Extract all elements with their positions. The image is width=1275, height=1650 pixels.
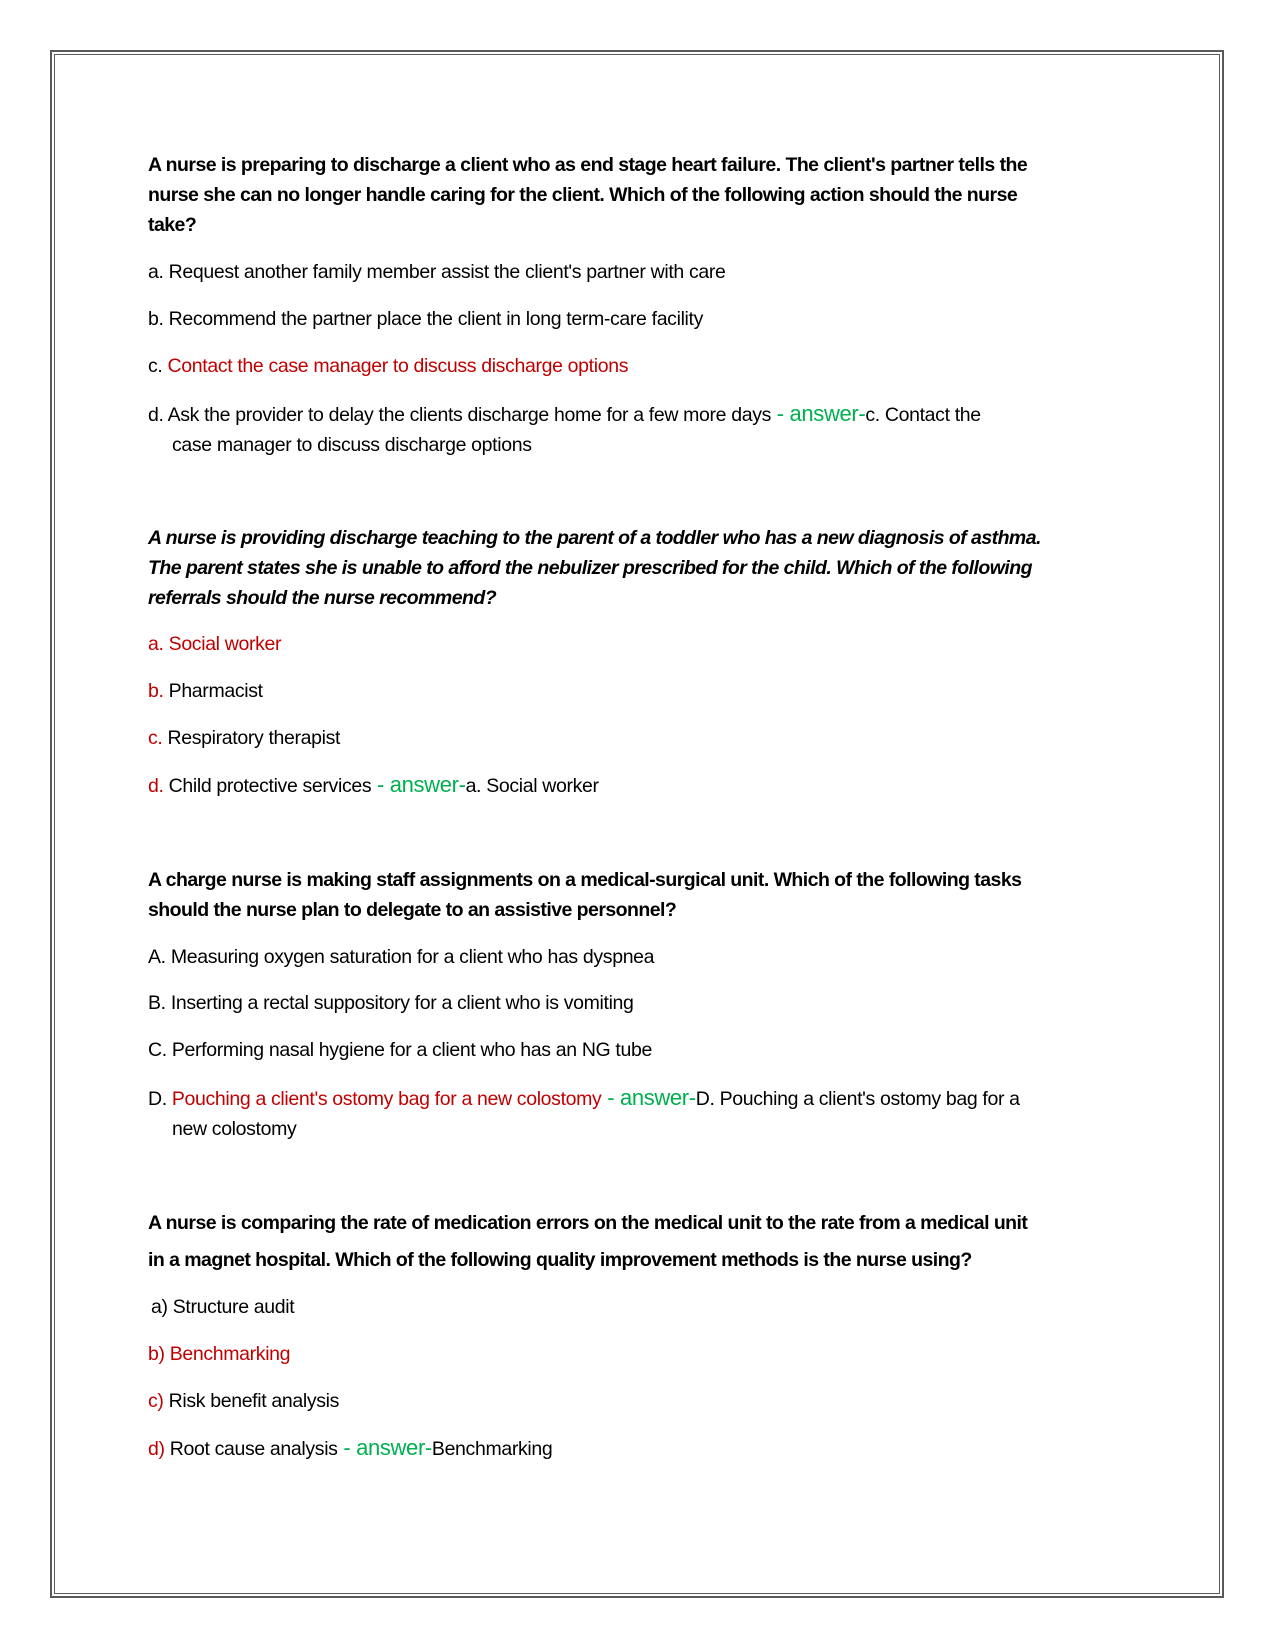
option-label: D. bbox=[148, 1088, 167, 1110]
option-text: Pharmacist bbox=[168, 680, 263, 702]
question-stem-line: take? bbox=[148, 214, 197, 236]
question-stem-line: referrals should the nurse recommend? bbox=[148, 587, 497, 609]
option-c bbox=[148, 1038, 652, 1062]
option-label: A. bbox=[148, 946, 166, 968]
question-stem-line: The parent states she is unable to afford the nebulizer prescribed for the child. Which of the following bbox=[148, 557, 1032, 579]
option-text: Performing nasal hygiene for a client who has an NG tube bbox=[171, 1039, 652, 1061]
option-d bbox=[148, 773, 599, 798]
option-text: Ask the provider to delay the clients discharge home for a few more days bbox=[167, 404, 772, 426]
option-a bbox=[148, 632, 281, 656]
option-c bbox=[148, 726, 340, 750]
answer-tag: - answer- bbox=[371, 772, 466, 797]
option-text: Measuring oxygen saturation for a client who has dyspnea bbox=[170, 946, 655, 968]
option-text: Root cause analysis bbox=[169, 1438, 338, 1460]
option-label: a) bbox=[151, 1296, 168, 1318]
option-text-correct: Pouching a client's ostomy bag for a new colostomy bbox=[171, 1088, 602, 1110]
option-d bbox=[148, 1086, 1020, 1111]
option-label: b. bbox=[148, 308, 164, 330]
option-text: Request another family member assist the client's partner with care bbox=[168, 261, 726, 283]
option-a bbox=[148, 260, 726, 284]
question-stem-line: A nurse is preparing to discharge a client who as end stage heart failure. The client's partner tells the bbox=[148, 154, 1028, 176]
option-text: Child protective services bbox=[168, 775, 372, 797]
answer-text: a. Social worker bbox=[465, 775, 599, 797]
option-label: d) bbox=[148, 1438, 165, 1460]
option-label: c. bbox=[148, 355, 163, 377]
question-stem-line: should the nurse plan to delegate to an assistive personnel? bbox=[148, 899, 677, 921]
answer-text-continued: case manager to discuss discharge options bbox=[172, 434, 532, 456]
option-text-correct: Benchmarking bbox=[169, 1343, 291, 1365]
answer-tag: - answer- bbox=[771, 401, 866, 426]
option-text: Inserting a rectal suppository for a client who is vomiting bbox=[170, 992, 634, 1014]
option-label: d. bbox=[148, 404, 164, 426]
question-stem-line: A nurse is comparing the rate of medication errors on the medical unit to the rate from a medical unit bbox=[148, 1212, 1028, 1234]
option-label: b. bbox=[148, 680, 164, 702]
answer-tag: - answer- bbox=[337, 1435, 432, 1460]
option-label: a. bbox=[148, 261, 164, 283]
option-b bbox=[148, 679, 263, 703]
option-d bbox=[148, 402, 981, 427]
option-c bbox=[148, 354, 628, 378]
option-text: Recommend the partner place the client in long term-care facility bbox=[168, 308, 703, 330]
answer-text: D. Pouching a client's ostomy bag for a bbox=[695, 1088, 1020, 1110]
question-stem-line: in a magnet hospital. Which of the following quality improvement methods is the nurse using? bbox=[148, 1249, 972, 1271]
option-label: c. bbox=[148, 727, 163, 749]
question-stem-line: nurse she can no longer handle caring for the client. Which of the following action should the nurse bbox=[148, 184, 1018, 206]
option-text: Risk benefit analysis bbox=[168, 1390, 340, 1412]
answer-text: Benchmarking bbox=[431, 1438, 553, 1460]
question-stem-line: A charge nurse is making staff assignments on a medical-surgical unit. Which of the following tasks bbox=[148, 869, 1022, 891]
option-a bbox=[148, 945, 654, 969]
option-label: b) bbox=[148, 1343, 165, 1365]
option-text-correct: Social worker bbox=[168, 633, 282, 655]
option-label: c) bbox=[148, 1390, 164, 1412]
option-label: B. bbox=[148, 992, 166, 1014]
option-text: Structure audit bbox=[172, 1296, 295, 1318]
option-b bbox=[148, 1342, 290, 1366]
answer-tag: - answer- bbox=[601, 1085, 696, 1110]
option-text-correct: Contact the case manager to discuss discharge options bbox=[167, 355, 629, 377]
option-label: a. bbox=[148, 633, 164, 655]
answer-text: c. Contact the bbox=[865, 404, 981, 426]
option-b bbox=[148, 991, 634, 1015]
option-c bbox=[148, 1389, 339, 1413]
option-label: C. bbox=[148, 1039, 167, 1061]
option-a bbox=[151, 1295, 294, 1319]
question-stem-line: A nurse is providing discharge teaching to the parent of a toddler who has a new diagnosis of asthma. bbox=[148, 527, 1041, 549]
option-label: d. bbox=[148, 775, 164, 797]
option-b bbox=[148, 307, 703, 331]
answer-text-continued: new colostomy bbox=[172, 1118, 297, 1140]
option-d bbox=[148, 1436, 552, 1461]
option-text: Respiratory therapist bbox=[167, 727, 341, 749]
